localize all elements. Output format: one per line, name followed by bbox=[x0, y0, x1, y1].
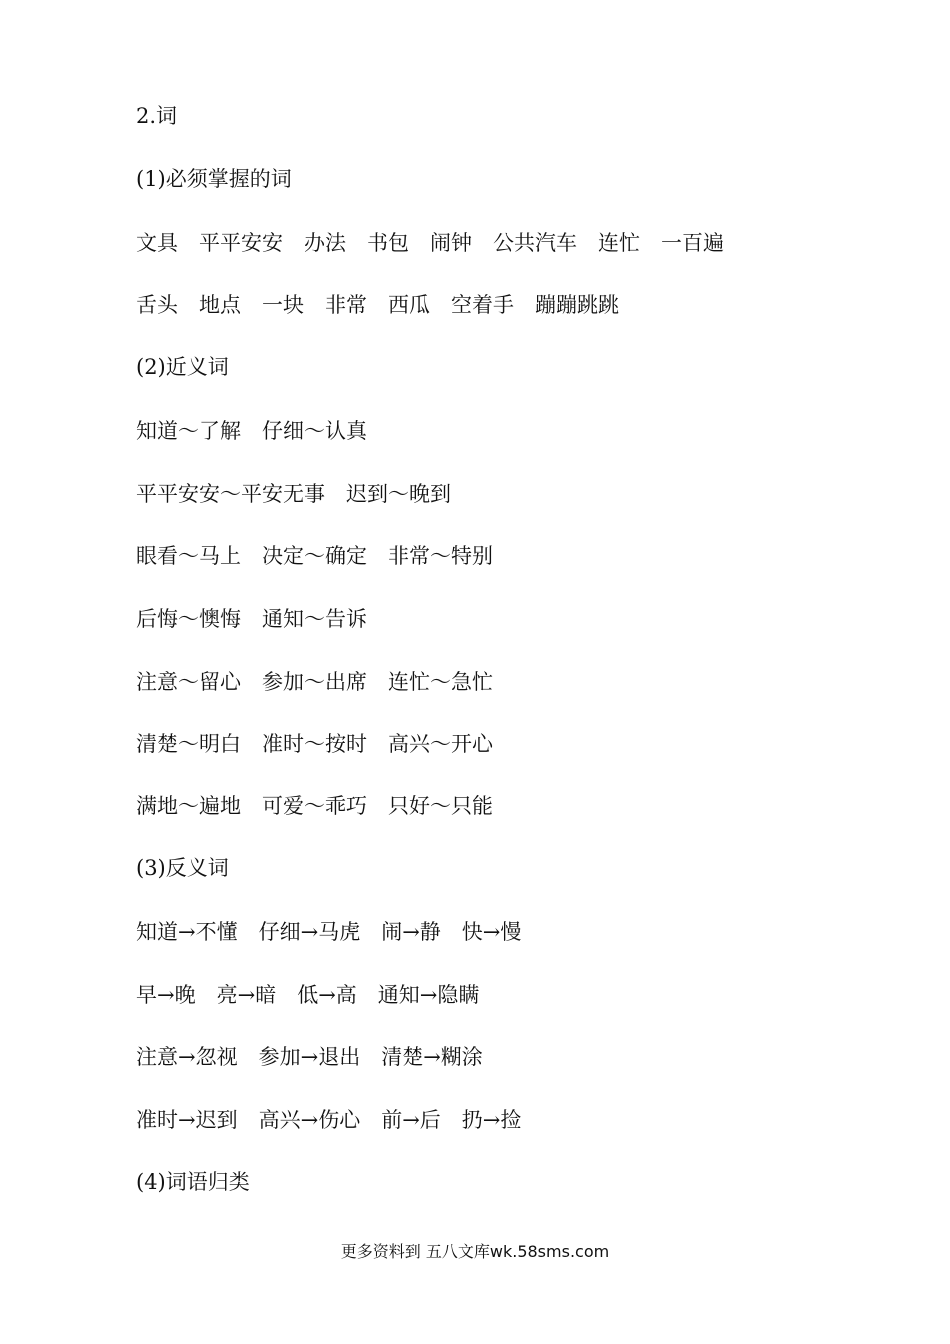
synonyms-line: 满地～遍地 可爱～乖巧 只好～只能 bbox=[136, 794, 493, 818]
synonyms-line: 知道～了解 仔细～认真 bbox=[136, 419, 367, 443]
synonyms-line: 眼看～马上 决定～确定 非常～特别 bbox=[136, 544, 493, 568]
synonyms-line: 注意～留心 参加～出席 连忙～急忙 bbox=[136, 670, 493, 694]
synonyms-line: 平平安安～平安无事 迟到～晚到 bbox=[136, 482, 451, 506]
antonyms-line: 准时→迟到 高兴→伤心 前→后 扔→捡 bbox=[136, 1108, 522, 1132]
synonyms-line: 后悔～懊悔 通知～告诉 bbox=[136, 607, 367, 631]
antonyms-line: 早→晚 亮→暗 低→高 通知→隐瞒 bbox=[136, 983, 480, 1007]
antonyms-line: 注意→忽视 参加→退出 清楚→糊涂 bbox=[136, 1045, 483, 1069]
section-title: 2.词 bbox=[136, 104, 178, 128]
heading-required-words: (1)必须掌握的词 bbox=[136, 167, 292, 191]
required-words-line: 舌头 地点 一块 非常 西瓜 空着手 蹦蹦跳跳 bbox=[136, 293, 619, 317]
heading-antonyms: (3)反义词 bbox=[136, 856, 229, 880]
page-footer: 更多资料到 五八文库wk.58sms.com bbox=[340, 1242, 610, 1261]
heading-word-classification: (4)词语归类 bbox=[136, 1170, 250, 1194]
synonyms-line: 清楚～明白 准时～按时 高兴～开心 bbox=[136, 732, 493, 756]
antonyms-line: 知道→不懂 仔细→马虎 闹→静 快→慢 bbox=[136, 920, 522, 944]
heading-synonyms: (2)近义词 bbox=[136, 355, 229, 379]
required-words-line: 文具 平平安安 办法 书包 闹钟 公共汽车 连忙 一百遍 bbox=[136, 231, 724, 255]
